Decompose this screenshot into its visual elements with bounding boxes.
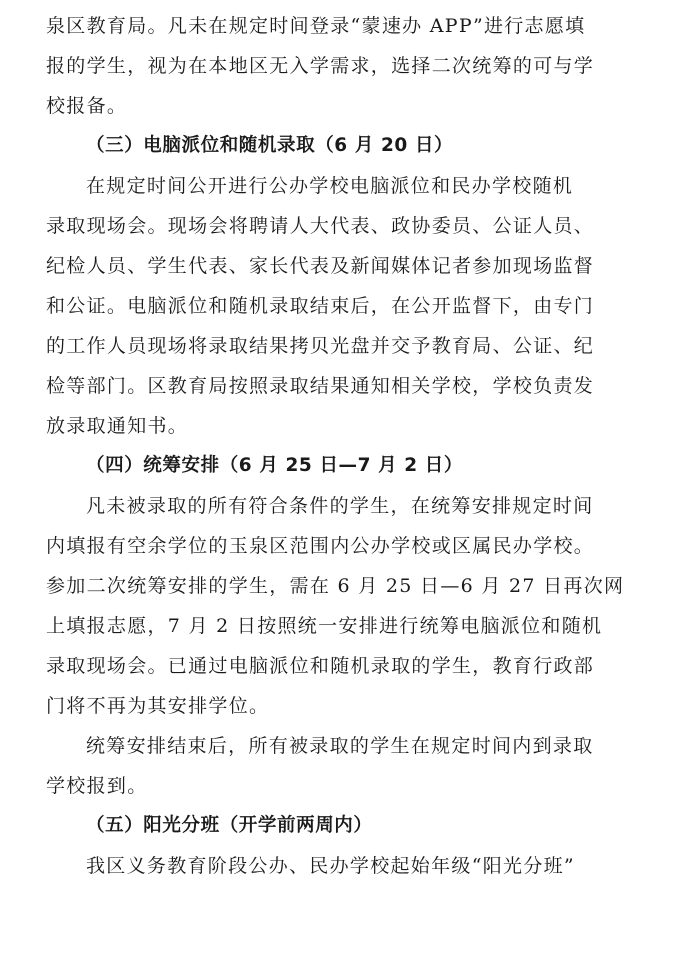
paragraph-line: 上填报志愿，7 月 2 日按照统一安排进行统筹电脑派位和随机: [46, 615, 603, 637]
paragraph-line: 检等部门。区教育局按照录取结果通知相关学校，学校负责发: [46, 375, 595, 397]
paragraph-line: 报的学生，视为在本地区无入学需求，选择二次统筹的可与学: [46, 55, 595, 77]
paragraph-line: 学校报到。: [46, 775, 148, 797]
paragraph-line: 的工作人员现场将录取结果拷贝光盘并交予教育局、公证、纪: [46, 335, 595, 357]
paragraph-line: 校报备。: [46, 95, 128, 117]
paragraph-line: 泉区教育局。凡未在规定时间登录“蒙速办 APP”进行志愿填: [46, 15, 586, 37]
paragraph-line: 在规定时间公开进行公办学校电脑派位和民办学校随机: [86, 175, 574, 197]
section-heading-4: （四）统筹安排（6 月 25 日—7 月 2 日）: [86, 455, 464, 476]
paragraph-line: 放录取通知书。: [46, 415, 189, 437]
section-heading-3: （三）电脑派位和随机录取（6 月 20 日）: [86, 135, 454, 156]
paragraph-line: 参加二次统筹安排的学生，需在 6 月 25 日—6 月 27 日再次网: [46, 575, 625, 597]
paragraph-line: 凡未被录取的所有符合条件的学生，在统筹安排规定时间: [86, 495, 594, 517]
paragraph-line: 录取现场会。已通过电脑派位和随机录取的学生，教育行政部: [46, 655, 595, 677]
paragraph-line: 录取现场会。现场会将聘请人大代表、政协委员、公证人员、: [46, 215, 595, 237]
paragraph-line: 门将不再为其安排学位。: [46, 695, 270, 717]
paragraph-line: 纪检人员、学生代表、家长代表及新闻媒体记者参加现场监督: [46, 255, 595, 277]
paragraph-line: 我区义务教育阶段公办、民办学校起始年级“阳光分班”: [86, 855, 575, 877]
paragraph-line: 和公证。电脑派位和随机录取结束后，在公开监督下，由专门: [46, 295, 595, 317]
section-heading-5: （五）阳光分班（开学前两周内）: [86, 815, 373, 836]
paragraph-line: 统筹安排结束后，所有被录取的学生在规定时间内到录取: [86, 735, 594, 757]
paragraph-line: 内填报有空余学位的玉泉区范围内公办学校或区属民办学校。: [46, 535, 595, 557]
